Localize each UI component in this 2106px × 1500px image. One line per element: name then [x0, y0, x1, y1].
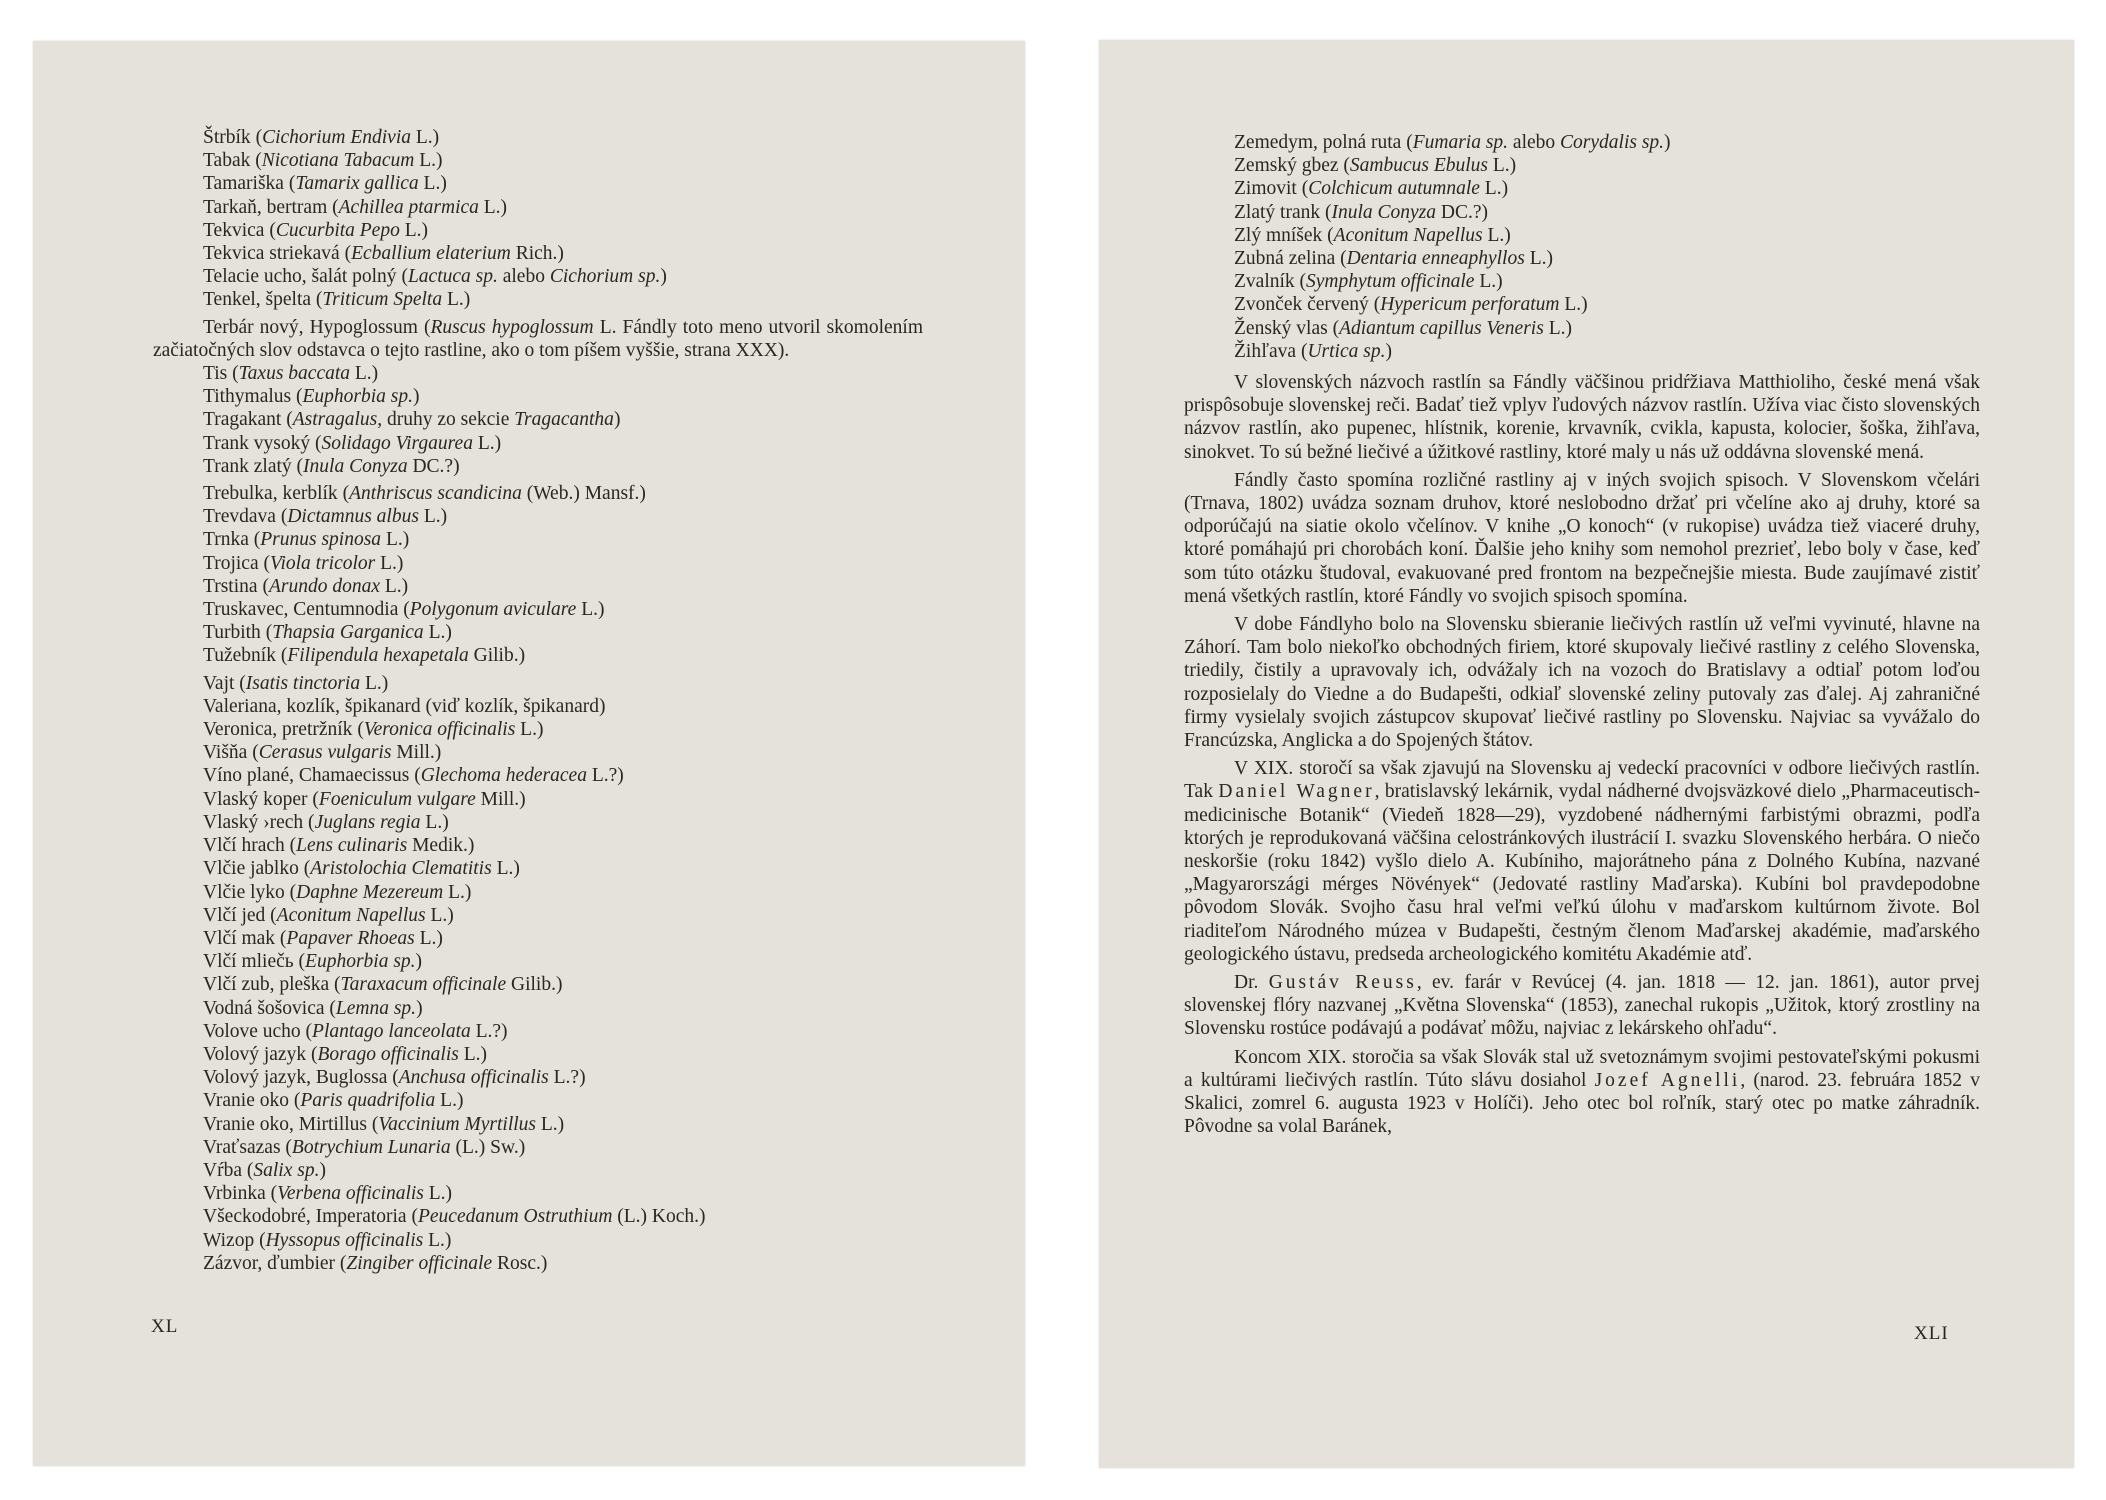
plant-authority: L.): [1482, 224, 1511, 246]
plant-common-name: Truskavec, Centumnodia: [203, 599, 399, 621]
plant-entry: Všeckodobré, Imperatoria (Peucedanum Ostruthium (L.) Koch.): [203, 1206, 706, 1228]
plant-latin-name: Colchicum autumnale: [1308, 178, 1480, 200]
plant-entry: Vraťsazas (Botrychium Lunaria (L.) Sw.): [203, 1136, 526, 1158]
plant-entry: Vajt (Isatis tinctoria L.): [203, 672, 389, 694]
plant-common-name: Zimovit: [1234, 178, 1297, 200]
plant-common-name: Tithymalus: [203, 386, 292, 408]
plant-entry: Tamariška (Tamarix gallica L.): [203, 173, 447, 195]
plant-latin-name: Thapsia Garganica: [272, 622, 424, 644]
plant-latin-name: Taxus baccata: [238, 363, 351, 385]
plant-common-name: Terbár nový, Hypoglossum: [203, 316, 418, 338]
plant-latin-name: Lemna sp.: [335, 997, 417, 1019]
plant-entry: Zemedym, polná ruta (Fumaria sp. alebo Corydalis sp.): [1234, 132, 1671, 153]
plant-common-name: Volový jazyk: [203, 1043, 307, 1065]
plant-latin-name: Aristolochia Clematitis: [310, 858, 492, 880]
plant-authority: (Web.) Mansf.): [521, 483, 646, 505]
plant-latin-name: Hyssopus officinalis: [265, 1229, 424, 1251]
plant-common-name: Vlčí mliečь: [203, 951, 294, 973]
paragraph: Fándly často spomína rozličné rastliny aj v iných svojich spisoch. V Slovenskom včelári (Trnava, 1802) uvádza soznam druhov, ktoré neslobodno držať pri včelíne ako aj druhy, ktoré sa odporúčajú na siatie okolo včelínov. V knihe „O konoch“ (v rukopise) uvádza tiež viaceré druhy, ktoré pomáhajú pri chorobách koní. Ďalšie jeho knihy som nemohol prezrieť, lebo boly v čase, keď som túto otázku študoval, evakuované pred frontom na bezpečnejšie miesta. Bude zaujímavé zistiť mená všetkých rastlín, ktoré Fándly vo svojich spisoch spomína.: [1184, 469, 1980, 607]
plant-entry: Trank vysoký (Solidago Virgaurea L.): [203, 432, 502, 454]
plant-common-name: Zubná zelina: [1234, 248, 1336, 270]
plant-common-name: Vŕba: [203, 1159, 242, 1181]
plant-entry: Zázvor, ďumbier (Zingiber officinale Rosc.): [203, 1252, 548, 1274]
plant-latin-name: Borago officinalis: [317, 1043, 459, 1065]
plant-entry: Vranie oko, Mirtillus (Vaccinium Myrtillus L.): [203, 1113, 565, 1135]
plant-common-name: Trebulka, kerblík: [203, 483, 338, 505]
plant-entry: Telacie ucho, šalát polný (Lactuca sp. alebo Cichorium sp.): [203, 266, 667, 288]
plant-entry: Trebulka, kerblík (Anthriscus scandicina (Web.) Mansf.): [203, 483, 646, 505]
paragraph: [1184, 757, 1980, 966]
plant-common-name: Veronica, pretržník: [203, 719, 353, 741]
plant-latin-name: Solidago Virgaurea: [321, 432, 473, 454]
plant-authority: ): [660, 266, 667, 288]
plant-latin-name: Salix sp.: [253, 1159, 320, 1181]
plant-latin-name: Juglans regia: [314, 811, 421, 833]
plant-latin-name: Achillea ptarmica: [338, 196, 479, 218]
plant-authority: Medik.): [407, 835, 475, 857]
plant-authority: ): [415, 951, 423, 973]
plant-latin-name: Fumaria sp.: [1412, 132, 1509, 153]
plant-latin-name: Ecballium elaterium: [351, 243, 511, 265]
plant-latin-name: Dictamnus albus: [287, 506, 419, 528]
plant-entry: Víno plané, Chamaecissus (Glechoma hederacea L.?): [203, 765, 624, 787]
right-page: [1099, 40, 2074, 1468]
plant-latin-name: Hypericum perforatum: [1380, 294, 1560, 316]
plant-entry: Vlčí mak (Papaver Rhoeas L.): [203, 927, 443, 949]
plant-common-name: Zlý mníšek: [1234, 224, 1323, 246]
plant-common-name: Štrbík: [203, 127, 251, 148]
plant-latin-name: Prunus spinosa: [260, 529, 382, 551]
body-text: [1184, 371, 1980, 1144]
plant-authority: L.): [491, 858, 520, 880]
plant-common-name: Turbith: [203, 622, 261, 644]
plant-common-name: Vlčí mak: [203, 927, 276, 949]
plant-common-name: Trank zlatý: [203, 455, 292, 477]
plant-authority: L.): [435, 1090, 464, 1112]
page-number: XLI: [1914, 1323, 1949, 1344]
plant-authority: alebo: [497, 266, 550, 288]
plant-authority: L.): [375, 552, 404, 574]
plant-authority: L.): [350, 363, 379, 385]
person-name: Daniel Wagner: [1218, 781, 1375, 803]
plant-authority: Mill.): [475, 788, 526, 810]
plant-latin-name: Astragalus,: [292, 409, 383, 431]
plant-entry: Vranie oko (Paris quadrifolia L.): [203, 1090, 464, 1112]
page-number: XL: [151, 1316, 179, 1337]
plant-authority: L.): [458, 1043, 487, 1065]
plant-authority: ): [416, 997, 423, 1019]
plant-common-name: Vlčí jed: [203, 904, 266, 926]
plant-entry: Zemský gbez (Sambucus Ebulus L.): [1234, 155, 1517, 177]
plant-common-name: Tabak: [203, 150, 251, 172]
plant-latin-name: Lens culinaris: [296, 835, 408, 857]
plant-common-name: Tenkel, špelta: [203, 289, 312, 311]
plant-latin-name: Cucurbita Pepo: [275, 219, 400, 241]
plant-common-name: Zvalník: [1234, 271, 1295, 293]
plant-entry: Zvonček červený (Hypericum perforatum L.): [1234, 294, 1588, 316]
text-run: Dr.: [1234, 972, 1269, 994]
plant-authority: L.): [1543, 317, 1572, 339]
plant-latin-name: Tamarix gallica: [295, 173, 419, 195]
person-name: Gustáv Reuss: [1268, 972, 1417, 994]
plant-latin-name: Dentaria enneaphyllos: [1346, 248, 1525, 270]
plant-authority: L.): [399, 219, 428, 241]
plant-authority: L. Fándly toto meno utvoril skomolením začiatočných slov odstavca o tejto rastline, ako o tom píšem vyššie, strana XXX).: [153, 316, 924, 361]
plant-list-right: [1234, 131, 1994, 363]
plant-entry: Zlatý trank (Inula Conyza DC.?): [1234, 201, 1489, 223]
plant-authority: L.): [420, 811, 449, 833]
plant-latin-name: Inula Conyza: [1331, 201, 1437, 223]
plant-authority: L.): [442, 289, 471, 311]
plant-entry: Vlaský ›rech (Juglans regia L.): [203, 811, 449, 833]
plant-entry: Tabak (Nicotiana Tabacum L.): [203, 150, 443, 172]
plant-authority: Gilib.): [468, 645, 526, 667]
plant-latin-name: Anthriscus scandicina: [349, 483, 522, 505]
plant-authority: ): [613, 409, 621, 431]
plant-authority: L.): [423, 1229, 452, 1251]
plant-authority: L.): [411, 127, 440, 148]
plant-entry: Vodná šošovica (Lemna sp.): [203, 997, 423, 1019]
paragraph: [1184, 971, 1980, 1041]
plant-common-name: Zemedym, polná ruta: [1234, 132, 1402, 153]
plant-common-name: Višňa: [203, 742, 248, 764]
plant-common-name: Trnka: [203, 529, 249, 551]
plant-common-name: Zázvor, ďumbier: [203, 1252, 336, 1274]
text-run: , ev. farár v Revúcej (4. jan. 1818 — 12. jan. 1861), autor prvej slovenskej flóry nazvanej „Května Slovenska“ (1853), zanechal rukopis „Užitok, ktorý zrostliny na Slovensku rostúce podávajú a podávať môžu, najviac z lekárskeho ohľadu“.: [1184, 972, 1980, 1040]
plant-common-name: Zlatý trank: [1234, 201, 1321, 223]
plant-common-name: Tragakant: [203, 409, 282, 431]
plant-authority: L.?): [470, 1020, 508, 1042]
plant-latin-name: Peucedanum Ostruthium: [417, 1206, 613, 1228]
plant-common-name: Wizop: [203, 1229, 255, 1251]
plant-entry: Turbith (Thapsia Garganica L.): [203, 622, 452, 644]
plant-common-name: Zemský gbez: [1234, 155, 1339, 177]
plant-latin-name: Filipendula hexapetala: [287, 645, 469, 667]
plant-common-name: Tužebník: [203, 645, 276, 667]
plant-latin-name: Daphne Mezereum: [296, 881, 444, 903]
plant-latin-name: Foeniculum vulgare: [318, 788, 476, 810]
text-run: V XIX. storočí sa však zjavujú na Slovensku aj vedeckí pracovníci v odbore liečivých rastlín. Tak: [1184, 758, 1980, 803]
plant-authority: ): [1385, 340, 1392, 362]
plant-entry: Vŕba (Salix sp.): [203, 1159, 326, 1181]
plant-latin-name: Zingiber officinale: [346, 1252, 493, 1274]
plant-common-name: Žihľava: [1234, 340, 1297, 362]
plant-latin-name: Vaccinium Myrtillus: [378, 1113, 537, 1135]
plant-common-name: Volove ucho: [203, 1020, 301, 1042]
plant-authority: L.): [1488, 155, 1517, 177]
left-page: [33, 41, 1025, 1466]
plant-authority: alebo: [1508, 132, 1561, 153]
plant-list-left: [153, 126, 963, 1275]
plant-authority: L.): [414, 150, 443, 172]
plant-latin-name: Tragacantha: [514, 409, 614, 431]
plant-entry: Ženský vlas (Adiantum capillus Veneris L.): [1234, 317, 1572, 339]
plant-authority: ): [319, 1159, 326, 1181]
plant-latin-name: Paris quadrifolia: [300, 1090, 436, 1112]
plant-entry: Vlčí hrach (Lens culinaris Medik.): [203, 835, 475, 857]
plant-common-name: Vlčie lyko: [203, 881, 285, 903]
plant-common-name: Tis: [203, 363, 228, 385]
plant-authority: L.): [1474, 271, 1503, 293]
plant-latin-name: Viola tricolor: [270, 552, 376, 574]
plant-entry: Višňa (Cerasus vulgaris Mill.): [203, 742, 442, 764]
plant-entry: Tenkel, špelta (Triticum Spelta L.): [203, 289, 471, 311]
text-run: Koncom XIX. storočia sa však Slovák stal už svetoznámym svojimi pestovateľskými pokusmi a kultúrami liečivých rastlín. Túto slávu dosiahol: [1184, 1046, 1980, 1091]
plant-common-name: Vranie oko, Mirtillus: [203, 1113, 368, 1135]
plant-latin-name: Symphytum officinale: [1306, 271, 1475, 293]
plant-entry: Volove ucho (Plantago lanceolata L.?): [203, 1020, 508, 1042]
plant-authority: DC.?): [1436, 201, 1489, 223]
plant-common-name: Vlaský ›rech: [203, 811, 304, 833]
plant-entry: Vlčí zub, pleška (Taraxacum officinale Gilib.): [203, 974, 563, 996]
plant-authority: L.?): [548, 1067, 586, 1089]
plant-entry: Vlčie lyko (Daphne Mezereum L.): [203, 881, 472, 903]
plant-latin-name: Cerasus vulgaris: [258, 742, 392, 764]
plant-entry: Tekvica striekavá (Ecballium elaterium Rich.): [203, 243, 564, 265]
plant-common-name: Všeckodobré, Imperatoria: [203, 1206, 407, 1228]
plant-authority: ): [1664, 132, 1671, 153]
plant-authority: Rosc.): [492, 1252, 548, 1274]
plant-common-name: Tarkaň, bertram: [203, 196, 328, 218]
plant-entry: Volový jazyk, Buglossa (Anchusa officinalis L.?): [203, 1067, 586, 1089]
plant-latin-name: Papaver Rhoeas: [286, 927, 415, 949]
plant-authority: L.): [414, 927, 443, 949]
plant-authority: L.?): [586, 765, 624, 787]
plant-entry: Zlý mníšek (Aconitum Napellus L.): [1234, 224, 1511, 246]
plant-common-name: Vlaský koper: [203, 788, 308, 810]
plant-common-name: Tekvica: [203, 219, 265, 241]
plant-entry: Tužebník (Filipendula hexapetala Gilib.): [203, 645, 526, 667]
plant-latin-name: Veronica officinalis: [363, 719, 516, 741]
plant-latin-name: Corydalis sp.: [1560, 132, 1665, 153]
plant-authority: L.): [515, 719, 544, 741]
plant-latin-name: Arundo donax: [268, 575, 380, 597]
plant-entry: Wizop (Hyssopus officinalis L.): [203, 1229, 452, 1251]
plant-common-name: Trevdava: [203, 506, 276, 528]
plant-authority: L.): [360, 672, 389, 694]
plant-entry: Tithymalus (Euphorbia sp.): [203, 386, 420, 408]
text-run: , (narod. 23. februára 1852 v Skalici, zomrel 6. augusta 1923 v Holíči). Jeho otec bol roľník, starý otec po matke záhradník. Pôvodne sa volal Baránek,: [1184, 1069, 1980, 1138]
plant-latin-name: Polygonum aviculare: [409, 599, 577, 621]
plant-authority: druhy zo sekcie: [382, 409, 515, 431]
plant-latin-name: Triticum Spelta: [322, 289, 443, 311]
plant-latin-name: Glechoma hederacea: [420, 765, 587, 787]
plant-authority: L.): [1524, 248, 1553, 270]
plant-entry: Vlčie jablko (Aristolochia Clematitis L.): [203, 858, 520, 880]
plant-entry: Zubná zelina (Dentaria enneaphyllos L.): [1234, 248, 1553, 270]
paragraph: V slovenských názvoch rastlín sa Fándly väčšinou pridŕžiava Matthioliho, české mená však prispôsobuje slovenskej reči. Badať tiež vplyv ľudových názvov rastlín. Užíva viac čisto slovenských názvov rastlín, ako pupenec, hlístnik, korenie, krvavník, cvikla, kapusta, kolocier, šoška, žihľava, sinokvet. To sú bežné liečivé a úžitkové rastliny, ktoré maly u nás už oddávna slovenské mená.: [1184, 372, 1980, 463]
plant-authority: (L.) Sw.): [450, 1136, 526, 1158]
text-run: , bratislavský lekárnik, vydal nádherné dvojsväzkové dielo „Pharmaceutisch-medicinische Botanik“ (Viedeň 1828—29), vyzdobené nádhernými farbistými obrazmi, podľa ktorých je reprodukovaná väčšina celostránkových ilustrácií I. svazku Slovenského herbára. O niečo neskoršie (roku 1842) vyšlo dielo A. Kubíniho, majorátneho pána z Dolného Kubína, nazvané „Magyarországi mérges Növények“ (Jedovaté rastliny Maďarska). Kubíni bol pravdepodobne pôvodom Slovák. Svojho času hral veľmi veľkú úlohu v maďarskom kultúrnom živote. Bol riaditeľom Národného múzea v Budapešti, čestným členom Maďarskej akadémie, maďarského geologického ústavu, predseda archeologického komitétu Akadémie atď.: [1184, 781, 1980, 965]
plant-entry: Vlaský koper (Foeniculum vulgare Mill.): [203, 788, 526, 810]
plant-common-name: Vlčie jablko: [203, 858, 299, 880]
plant-entry: Terbár nový, Hypoglossum (Ruscus hypoglossum L. Fándly toto meno utvoril skomolením začiatočných slov odstavca o tejto rastline, ako o tom píšem vyššie, strana XXX).: [153, 316, 924, 361]
plant-common-name: Tekvica striekavá: [203, 243, 340, 265]
plant-entry: Trevdava (Dictamnus albus L.): [203, 506, 448, 528]
plant-common-name: Telacie ucho, šalát polný: [203, 266, 397, 288]
plant-latin-name: Cichorium sp.: [549, 266, 661, 288]
plant-entry: Zvalník (Symphytum officinale L.): [1234, 271, 1503, 293]
plant-common-name: Vrbinka: [203, 1183, 266, 1205]
plant-entry: Zimovit (Colchicum autumnale L.): [1234, 178, 1509, 200]
plant-common-name: Víno plané, Chamaecissus: [203, 765, 410, 787]
plant-common-name: Tamariška: [203, 173, 284, 195]
plant-authority: L.): [576, 599, 605, 621]
plant-latin-name: Aconitum Napellus: [1333, 224, 1483, 246]
plant-entry: [203, 695, 963, 718]
plant-authority: Rich.): [510, 243, 564, 265]
plant-entry: Štrbík (Cichorium Endivia L.): [203, 127, 440, 148]
plant-common-name: Vranie oko: [203, 1090, 290, 1112]
plant-entry: Vrbinka (Verbena officinalis L.): [203, 1183, 453, 1205]
plant-entry: Trstina (Arundo donax L.): [203, 575, 409, 597]
plant-common-name: Valeriana, kozlík, špikanard (viď kozlík, špikanard): [203, 695, 606, 717]
plant-entry: Žihľava (Urtica sp.): [1234, 340, 1392, 362]
plant-authority: L.): [423, 622, 452, 644]
plant-authority: L.): [443, 881, 472, 903]
plant-authority: DC.?): [407, 455, 460, 477]
plant-latin-name: Urtica sp.: [1307, 340, 1386, 362]
plant-authority: L.): [418, 506, 448, 528]
plant-latin-name: Anchusa officinalis: [398, 1067, 549, 1089]
plant-entry: Tarkaň, bertram (Achillea ptarmica L.): [203, 196, 508, 218]
plant-authority: L.): [536, 1113, 565, 1135]
plant-common-name: Volový jazyk, Buglossa: [203, 1067, 388, 1089]
plant-latin-name: Ruscus hypoglossum: [430, 316, 594, 338]
plant-authority: L.): [1479, 178, 1509, 200]
plant-latin-name: Verbena officinalis: [277, 1183, 424, 1205]
plant-common-name: Zvonček červený: [1234, 294, 1369, 316]
plant-latin-name: Botrychium Lunaria: [291, 1136, 451, 1158]
plant-latin-name: Inula Conyza: [303, 455, 408, 477]
plant-latin-name: Aconitum Napellus: [276, 904, 426, 926]
plant-common-name: Trstina: [203, 575, 258, 597]
plant-latin-name: Lactuca sp.: [407, 266, 498, 288]
plant-latin-name: Taraxacum officinale: [340, 974, 507, 996]
plant-entry: Trnka (Prunus spinosa L.): [203, 529, 410, 551]
paragraph: V dobe Fándlyho bolo na Slovensku sbieranie liečivých rastlín už veľmi vyvinuté, hlavne na Záhorí. Tam bolo niekoľko obchodných firiem, ktoré skupovaly liečivé rastliny z celého Slovenska, triedily, čistily a upravovaly ich, odvážaly ich na vozoch do Bratislavy a odtiaľ potom loďou rozposielaly do Viedne a do Budapešti, odkiaľ slovenské zeliny putovaly zas ďalej. Aj zahraničné firmy vysielaly svojich zástupcov skupovať liečivé rastliny po Slovensku. Najviac sa vyvážalo do Francúzska, Anglicka a do Spojených štátov.: [1184, 614, 1980, 752]
plant-latin-name: Plantago lanceolata: [312, 1020, 471, 1042]
plant-authority: L.): [1559, 294, 1588, 316]
plant-entry: Trojica (Viola tricolor L.): [203, 552, 404, 574]
plant-authority: (L.) Koch.): [612, 1206, 706, 1228]
plant-latin-name: Isatis tinctoria: [245, 672, 361, 694]
plant-authority: L.): [423, 1183, 453, 1205]
plant-authority: Gilib.): [506, 974, 563, 996]
person-name: Jozef Agnelli: [1594, 1069, 1741, 1091]
plant-authority: ): [413, 386, 420, 408]
plant-entry: Vlčí jed (Aconitum Napellus L.): [203, 904, 454, 926]
plant-latin-name: Sambucus Ebulus: [1349, 155, 1489, 177]
plant-common-name: Trank vysoký: [203, 432, 311, 454]
plant-common-name: Vajt: [203, 672, 235, 694]
plant-entry: Veronica, pretržník (Veronica officinalis L.): [203, 719, 544, 741]
plant-common-name: Vraťsazas: [203, 1136, 281, 1158]
plant-latin-name: Adiantum capillus Veneris: [1339, 317, 1544, 339]
plant-entry: Tis (Taxus baccata L.): [203, 363, 379, 385]
plant-common-name: Vodná šošovica: [203, 997, 325, 1019]
plant-common-name: Trojica: [203, 552, 259, 574]
plant-latin-name: Euphorbia sp.: [305, 951, 416, 973]
plant-authority: L.): [381, 529, 410, 551]
plant-authority: L.): [478, 196, 508, 218]
plant-common-name: Vlčí zub, pleška: [203, 974, 330, 996]
plant-authority: L.): [425, 904, 454, 926]
plant-common-name: Vlčí hrach: [203, 835, 285, 857]
plant-authority: Mill.): [391, 742, 442, 764]
plant-entry: Vlčí mliečь (Euphorbia sp.): [203, 951, 423, 973]
plant-authority: L.): [379, 575, 409, 597]
plant-latin-name: Nicotiana Tabacum: [261, 150, 415, 172]
plant-entry: Volový jazyk (Borago officinalis L.): [203, 1043, 487, 1065]
plant-authority: L.): [472, 432, 502, 454]
plant-authority: L.): [418, 173, 447, 195]
plant-entry: Trank zlatý (Inula Conyza DC.?): [203, 455, 460, 477]
plant-entry: Tragakant (Astragalus, druhy zo sekcie Tragacantha): [203, 409, 621, 431]
plant-latin-name: Euphorbia sp.: [302, 386, 414, 408]
plant-latin-name: Cichorium Endivia: [262, 127, 412, 148]
paragraph: [1184, 1046, 1980, 1139]
plant-entry: Truskavec, Centumnodia (Polygonum aviculare L.): [203, 599, 605, 621]
plant-entry: Tekvica (Cucurbita Pepo L.): [203, 219, 428, 241]
plant-common-name: Ženský vlas: [1234, 317, 1328, 339]
